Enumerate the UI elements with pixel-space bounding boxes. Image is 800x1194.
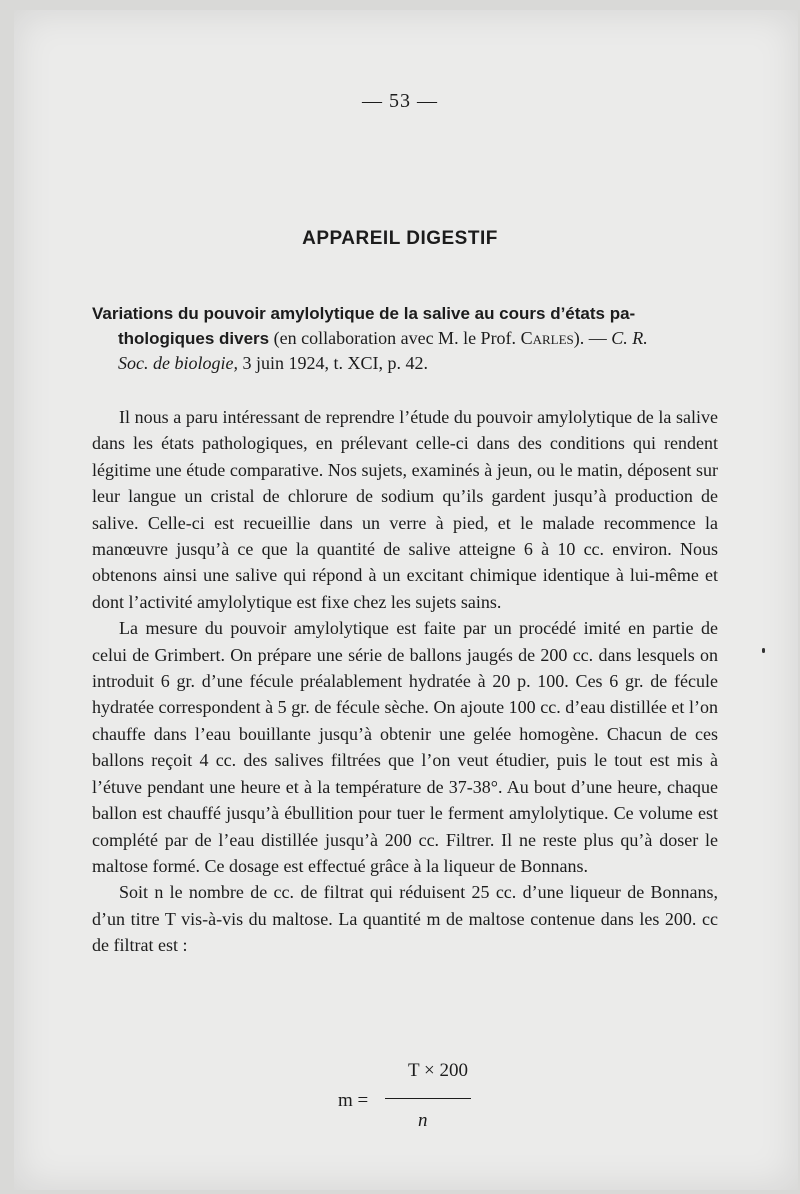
reference-title-bold: Variations du pouvoir amylolytique de la salive au cours d’états pa- (92, 304, 636, 323)
scan-speck (762, 648, 765, 653)
reference-title-bold-continued: thologiques divers (118, 329, 270, 348)
page-number: — 53 — (362, 90, 438, 112)
reference-coauthor-name: Carles (520, 328, 574, 348)
paragraph-3: Soit n le nombre de cc. de filtrat qui réduisent 25 cc. d’une liqueur de Bonnans, d’un titre T vis-à-vis du maltose. La quantité m de maltose contenue dans les 200. cc de filtrat est : (92, 882, 718, 956)
reference-collaboration-text: (en collaboration avec M. le Prof. (269, 328, 521, 348)
reference-journal-abbrev: C. R. (611, 328, 648, 348)
paragraph-1: Il nous a paru intéressant de reprendre l’étude du pouvoir amylolytique de la salive dans les états pathologiques, en prélevant celle-ci dans des conditions qui rendent légitime une étude comparative. Nos sujets, examinés à jeun, ou le matin, déposent sur leur langue un cristal de chlorure de sodium qu’ils gardent jusqu’à production de salive. Celle-ci est recueillie dans un verre à pied, et le malade recommence la manœuvre jusqu’à ce que la quantité de salive atteigne 6 à 10 cc. environ. Nous obtenons ainsi une salive qui répond à un excitant chimique identique à lui-même et dont l’activité amylolytique est fixe chez les sujets sains. (92, 407, 718, 612)
reference-separator: ). — (573, 328, 612, 348)
bibliographic-reference (92, 301, 710, 376)
section-title: APPAREIL DIGESTIF (302, 228, 498, 249)
formula-fraction-bar (385, 1098, 471, 1099)
body-text (92, 404, 718, 959)
reference-journal-name: Soc. de biologie, (118, 353, 238, 373)
formula-lhs: m = (338, 1090, 369, 1111)
paragraph-2: La mesure du pouvoir amylolytique est faite par un procédé imité en partie de celui de Grimbert. On prépare une série de ballons jaugés de 200 cc. dans lesquels on introduit 6 gr. d’une fécule préalablement hydratée à 20 p. 100. Ces 6 gr. de fécule hydratée correspondent à 5 gr. de fécule sèche. On ajoute 100 cc. d’eau distillée et l’on chauffe dans l’eau bouillante jusqu’à obtenir une gelée homogène. Chacun de ces ballons reçoit 4 cc. des salives filtrées que l’on veut étudier, puis le tout est mis à l’étuve pendant une heure et à la température de 37-38°. Au bout d’une heure, chaque ballon est chauffé jusqu’à ébullition pour tuer le ferment amylolytique. Ce volume est complété par de l’eau distillée jusqu’à 200 cc. Filtrer. Il ne reste plus qu’à doser le maltose formé. Ce dosage est effectué grâce à la liqueur de Bonnans. (92, 618, 718, 876)
reference-title-line-1 (92, 301, 710, 326)
formula-denominator: n (418, 1110, 428, 1131)
reference-date-volume: 3 juin 1924, t. XCI, p. 42. (237, 353, 428, 373)
reference-line-3 (92, 351, 710, 376)
formula-numerator: T × 200 (408, 1060, 468, 1081)
reference-title-line-2 (92, 326, 710, 351)
